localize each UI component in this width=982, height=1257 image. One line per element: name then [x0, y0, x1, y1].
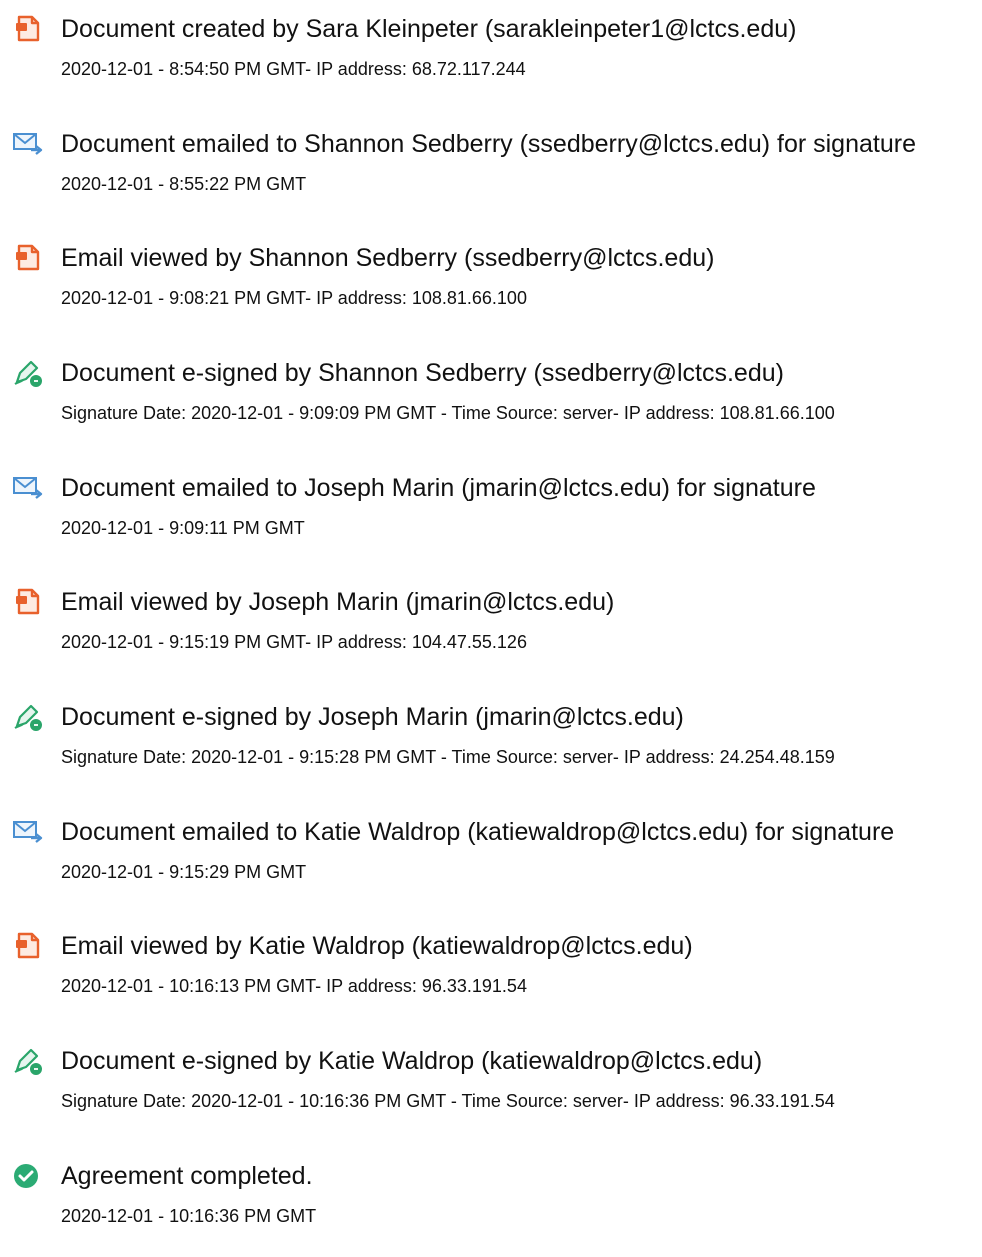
audit-event [0, 1147, 982, 1257]
audit-event [0, 459, 982, 569]
event-detail: 2020-12-01 - 10:16:13 PM GMT- IP address: 96.33.191.54 [61, 976, 527, 996]
document-icon [11, 931, 45, 961]
audit-event [0, 688, 982, 798]
event-detail: Signature Date: 2020-12-01 - 9:09:09 PM GMT - Time Source: server- IP address: 108.81.66.100 [61, 403, 835, 423]
email-icon [11, 129, 45, 159]
event-detail: Signature Date: 2020-12-01 - 9:15:28 PM GMT - Time Source: server- IP address: 24.254.48.159 [61, 747, 835, 767]
document-icon [11, 14, 45, 44]
event-title: Agreement completed. [61, 1162, 313, 1190]
event-detail: 2020-12-01 - 8:55:22 PM GMT [61, 174, 307, 194]
event-title: Email viewed by Joseph Marin (jmarin@lctcs.edu) [61, 588, 615, 616]
event-title: Document emailed to Katie Waldrop (katiewaldrop@lctcs.edu) for signature [61, 818, 895, 846]
audit-event [0, 229, 982, 339]
audit-event [0, 1032, 982, 1142]
event-title: Document e-signed by Shannon Sedberry (ssedberry@lctcs.edu) [61, 359, 784, 387]
event-title: Document emailed to Shannon Sedberry (ssedberry@lctcs.edu) for signature [61, 130, 916, 158]
event-title: Document e-signed by Joseph Marin (jmarin@lctcs.edu) [61, 703, 684, 731]
event-title: Email viewed by Shannon Sedberry (ssedberry@lctcs.edu) [61, 244, 715, 272]
email-icon [11, 473, 45, 503]
event-detail: 2020-12-01 - 8:54:50 PM GMT- IP address: 68.72.117.244 [61, 59, 526, 79]
event-detail: 2020-12-01 - 9:15:29 PM GMT [61, 862, 307, 882]
event-title: Document e-signed by Katie Waldrop (katiewaldrop@lctcs.edu) [61, 1047, 763, 1075]
audit-event [0, 115, 982, 225]
audit-event [0, 803, 982, 913]
esign-icon [11, 702, 45, 732]
event-detail: 2020-12-01 - 10:16:36 PM GMT [61, 1206, 317, 1226]
audit-event [0, 917, 982, 1027]
event-detail: 2020-12-01 - 9:08:21 PM GMT- IP address: 108.81.66.100 [61, 288, 527, 308]
event-title: Email viewed by Katie Waldrop (katiewaldrop@lctcs.edu) [61, 932, 693, 960]
event-title: Document created by Sara Kleinpeter (sarakleinpeter1@lctcs.edu) [61, 15, 797, 43]
document-icon [11, 243, 45, 273]
email-icon [11, 817, 45, 847]
event-detail: 2020-12-01 - 9:15:19 PM GMT- IP address: 104.47.55.126 [61, 632, 527, 652]
event-detail: Signature Date: 2020-12-01 - 10:16:36 PM GMT - Time Source: server- IP address: 96.33.191.54 [61, 1091, 835, 1111]
audit-event [0, 0, 982, 110]
audit-event [0, 573, 982, 683]
esign-icon [11, 358, 45, 388]
event-title: Document emailed to Joseph Marin (jmarin@lctcs.edu) for signature [61, 474, 816, 502]
check-circle-icon [11, 1161, 45, 1191]
event-detail: 2020-12-01 - 9:09:11 PM GMT [61, 518, 305, 538]
audit-event [0, 344, 982, 454]
document-icon [11, 587, 45, 617]
esign-icon [11, 1046, 45, 1076]
